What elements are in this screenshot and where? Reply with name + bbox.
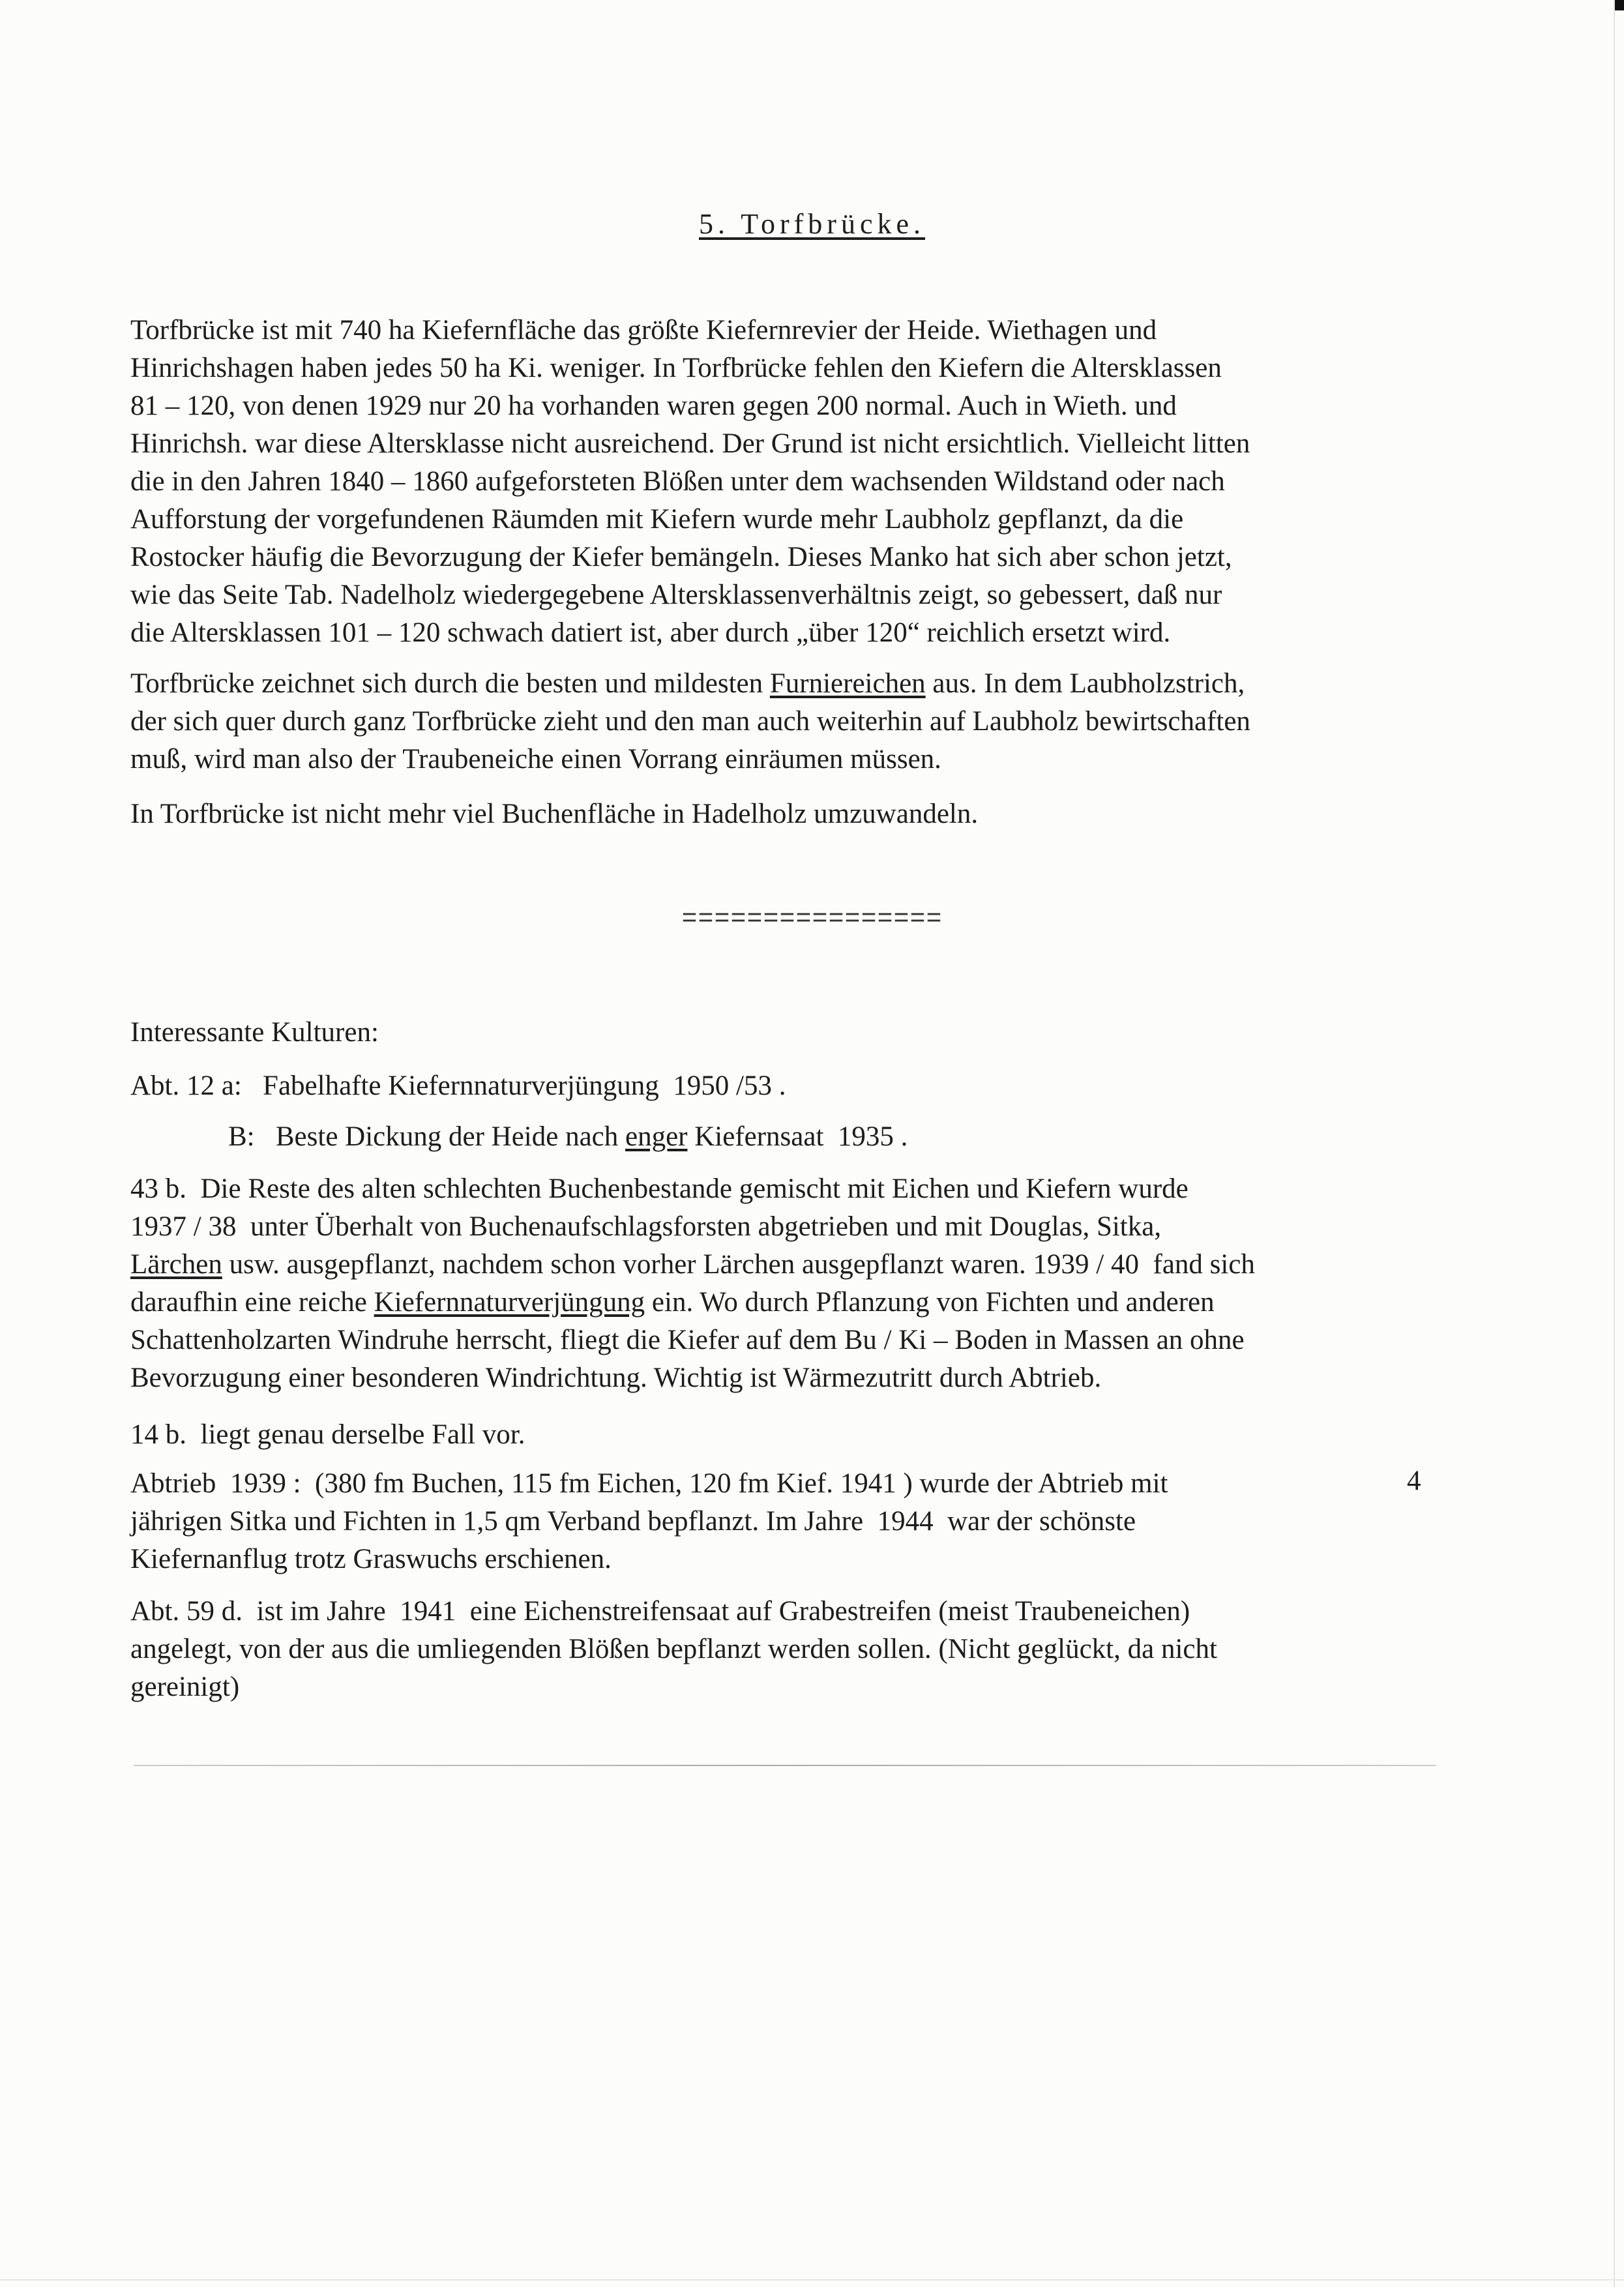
paragraph-1 xyxy=(130,312,1434,652)
entry-abt-12a: Abt. 12 a: Fabelhafte Kiefernnaturverjüngung 1950 /53 . xyxy=(130,1070,786,1101)
text-line: Torfbrücke ist mit 740 ha Kiefernfläche das größte Kiefernrevier der Heide. Wiethagen und xyxy=(130,315,1157,346)
scan-edge xyxy=(1614,0,1615,2287)
text-line: jährigen Sitka und Fichten in 1,5 qm Verband bepflanzt. Im Jahre 1944 war der schönste xyxy=(130,1506,1136,1537)
text-line: 1937 / 38 unter Überhalt von Buchenaufschlagsforsten abgetrieben und mit Douglas, Sitka, xyxy=(130,1211,1162,1242)
scan-bottom-edge xyxy=(0,2279,1624,2280)
underlined-term: enger xyxy=(625,1121,688,1152)
text-line: angelegt, von der aus die umliegenden Blößen bepflanzt werden sollen. (Nicht geglückt, da nicht xyxy=(130,1634,1217,1664)
text-line: Schattenholzarten Windruhe herrscht, fliegt die Kiefer auf dem Bu / Ki – Boden in Massen an ohne xyxy=(130,1325,1245,1355)
entry-12a-b: B: Beste Dickung der Heide nach enger Kiefernsaat 1935 . xyxy=(228,1121,908,1152)
text-line: Hinrichsh. war diese Altersklasse nicht ausreichend. Der Grund ist nicht ersichtlich. Vielleicht litten xyxy=(130,428,1250,459)
paragraph-2 xyxy=(130,665,1434,778)
text-line: muß, wird man also der Traubeneiche einen Vorrang einräumen müssen. xyxy=(130,744,941,775)
text-line: Aufforstung der vorgefundenen Räumden mit Kiefern wurde mehr Laubholz gepflanzt, da die xyxy=(130,504,1184,535)
entry-14b: 14 b. liegt genau derselbe Fall vor. xyxy=(130,1419,525,1450)
text-line: die in den Jahren 1840 – 1860 aufgeforsteten Blößen unter dem wachsenden Wildstand oder nach xyxy=(130,466,1225,497)
text-line: Hinrichshagen haben jedes 50 ha Ki. weniger. In Torfbrücke fehlen den Kiefern die Altersklassen xyxy=(130,353,1222,383)
text-line: Kiefernanflug trotz Graswuchs erschienen. xyxy=(130,1544,612,1574)
entry-abt-59d xyxy=(130,1593,1434,1706)
text-line: die Altersklassen 101 – 120 schwach datiert ist, aber durch „über 120“ reichlich ersetzt wird. xyxy=(130,617,1171,648)
page-title: 5. Torfbrücke. xyxy=(698,208,926,240)
text-line: Bevorzugung einer besonderen Windrichtung. Wichtig ist Wärmezutritt durch Abtrieb. xyxy=(130,1363,1102,1393)
text-line: 43 b. Die Reste des alten schlechten Buchenbestande gemischt mit Eichen und Kiefern wurde xyxy=(130,1173,1188,1204)
text-line: Abtrieb 1939 : (380 fm Buchen, 115 fm Eichen, 120 fm Kief. 1941 ) wurde der Abtrieb mit xyxy=(130,1468,1168,1499)
section-separator: ================ xyxy=(681,905,943,934)
entry-43b xyxy=(130,1170,1434,1397)
text-line: daraufhin eine reiche Kiefernnaturverjüngung ein. Wo durch Pflanzung von Fichten und anderen xyxy=(130,1287,1215,1318)
text-line: Lärchen usw. ausgepflanzt, nachdem schon vorher Lärchen ausgepflanzt waren. 1939 / 40 fand sich xyxy=(130,1249,1255,1280)
text-line: gereinigt) xyxy=(130,1672,240,1702)
text-line: Torfbrücke zeichnet sich durch die besten und mildesten Furniereichen aus. In dem Laubholzstrich, xyxy=(130,668,1245,699)
end-rule xyxy=(134,1765,1436,1766)
text-line: der sich quer durch ganz Torfbrücke zieht und den man auch weiterhin auf Laubholz bewirtschaften xyxy=(130,706,1250,737)
underlined-term: Furniereichen xyxy=(769,668,926,699)
text-line: wie das Seite Tab. Nadelholz wiedergegebene Altersklassenverhältnis zeigt, so gebessert, daß nur xyxy=(130,580,1222,610)
underlined-term: Lärchen xyxy=(130,1249,222,1280)
underlined-term: Kiefernnaturverjüngung xyxy=(374,1287,645,1318)
text-line: Abt. 59 d. ist im Jahre 1941 eine Eichenstreifensaat auf Grabestreifen (meist Traubeneichen) xyxy=(130,1596,1190,1627)
text-line: In Torfbrücke ist nicht mehr viel Buchenfläche in Hadelholz umzuwandeln. xyxy=(130,799,979,829)
scan-corner-mark xyxy=(1615,0,1624,10)
paragraph-3 xyxy=(130,795,1434,833)
text-line: 81 – 120, von denen 1929 nur 20 ha vorhanden waren gegen 200 normal. Auch in Wieth. und xyxy=(130,391,1177,421)
margin-number: 4 xyxy=(1407,1466,1421,1496)
text-line: Rostocker häufig die Bevorzugung der Kiefer bemängeln. Dieses Manko hat sich aber schon jetzt, xyxy=(130,542,1232,572)
kulturen-heading: Interessante Kulturen: xyxy=(130,1017,379,1048)
entry-abtrieb-1939 xyxy=(130,1465,1434,1578)
